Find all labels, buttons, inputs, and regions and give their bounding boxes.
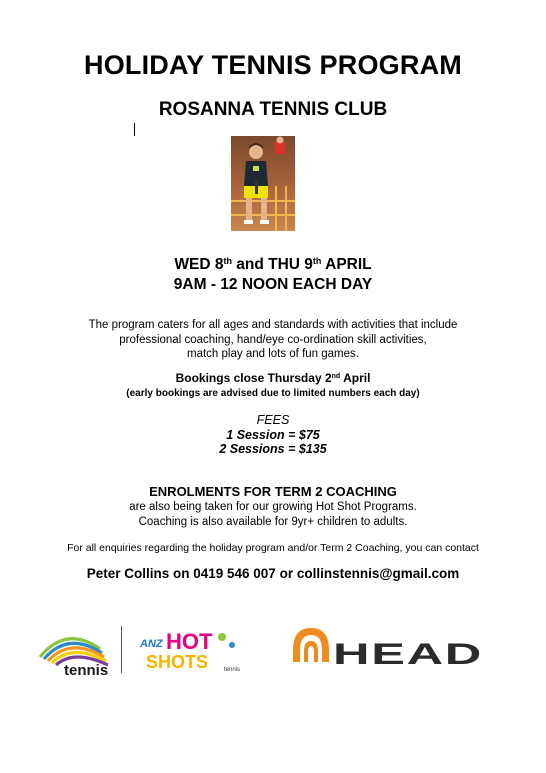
text-cursor bbox=[134, 123, 135, 136]
tennis-arcs-icon bbox=[34, 623, 124, 678]
club-name: ROSANNA TENNIS CLUB bbox=[158, 99, 388, 120]
description-line: The program caters for all ages and standards with activities that include bbox=[88, 319, 458, 331]
enquiries-text: For all enquiries regarding the holiday program and/or Term 2 Coaching, you can contact bbox=[67, 542, 479, 554]
anz-hot-shots-logo bbox=[132, 627, 248, 675]
fees-heading: FEES bbox=[256, 413, 290, 427]
page-title: HOLIDAY TENNIS PROGRAM bbox=[84, 50, 462, 80]
program-description bbox=[0, 318, 546, 362]
fee-line: 2 Sessions = $135 bbox=[219, 442, 327, 456]
head-brand-logo bbox=[289, 624, 489, 670]
bookings-close: Bookings close Thursday 2nd April bbox=[175, 371, 371, 385]
enrolments-heading: ENROLMENTS FOR TERM 2 COACHING bbox=[149, 484, 397, 499]
logo-divider bbox=[121, 626, 122, 673]
fees-block bbox=[0, 413, 546, 457]
tennis-logo-word: tennis bbox=[64, 662, 109, 678]
child-tennis-photo bbox=[231, 136, 295, 231]
contact-details: Peter Collins on 0419 546 007 or collinstennis@gmail.com bbox=[86, 566, 460, 581]
head-logo-word: HEAD bbox=[333, 638, 483, 670]
tennis-australia-logo bbox=[34, 623, 124, 678]
enrolments-text bbox=[0, 500, 546, 529]
enrolments-line: Coaching is also available for 9yr+ children to adults. bbox=[138, 515, 408, 528]
hot-shots-icon bbox=[132, 627, 248, 675]
fee-line: 1 Session = $75 bbox=[226, 427, 320, 442]
dates-line: WED 8th and THU 9th APRIL bbox=[174, 256, 372, 273]
anz-word: ANZ bbox=[140, 638, 163, 650]
description-line: professional coaching, hand/eye co-ordination skill activities, bbox=[119, 333, 427, 346]
head-logo-icon bbox=[289, 624, 489, 670]
hot-word: HOT bbox=[166, 629, 213, 654]
shots-word: SHOTS bbox=[146, 652, 209, 672]
bookings-note: (early bookings are advised due to limited numbers each day) bbox=[126, 388, 420, 399]
enrolments-line: are also being taken for our growing Hot Shot Programs. bbox=[129, 501, 417, 513]
description-line: match play and lots of fun games. bbox=[187, 348, 359, 360]
child-tennis-photo-image bbox=[231, 136, 295, 231]
hot-shots-tennis-word: tennis bbox=[224, 667, 241, 673]
times-line: 9AM - 12 NOON EACH DAY bbox=[173, 276, 373, 293]
program-dates bbox=[0, 255, 546, 295]
